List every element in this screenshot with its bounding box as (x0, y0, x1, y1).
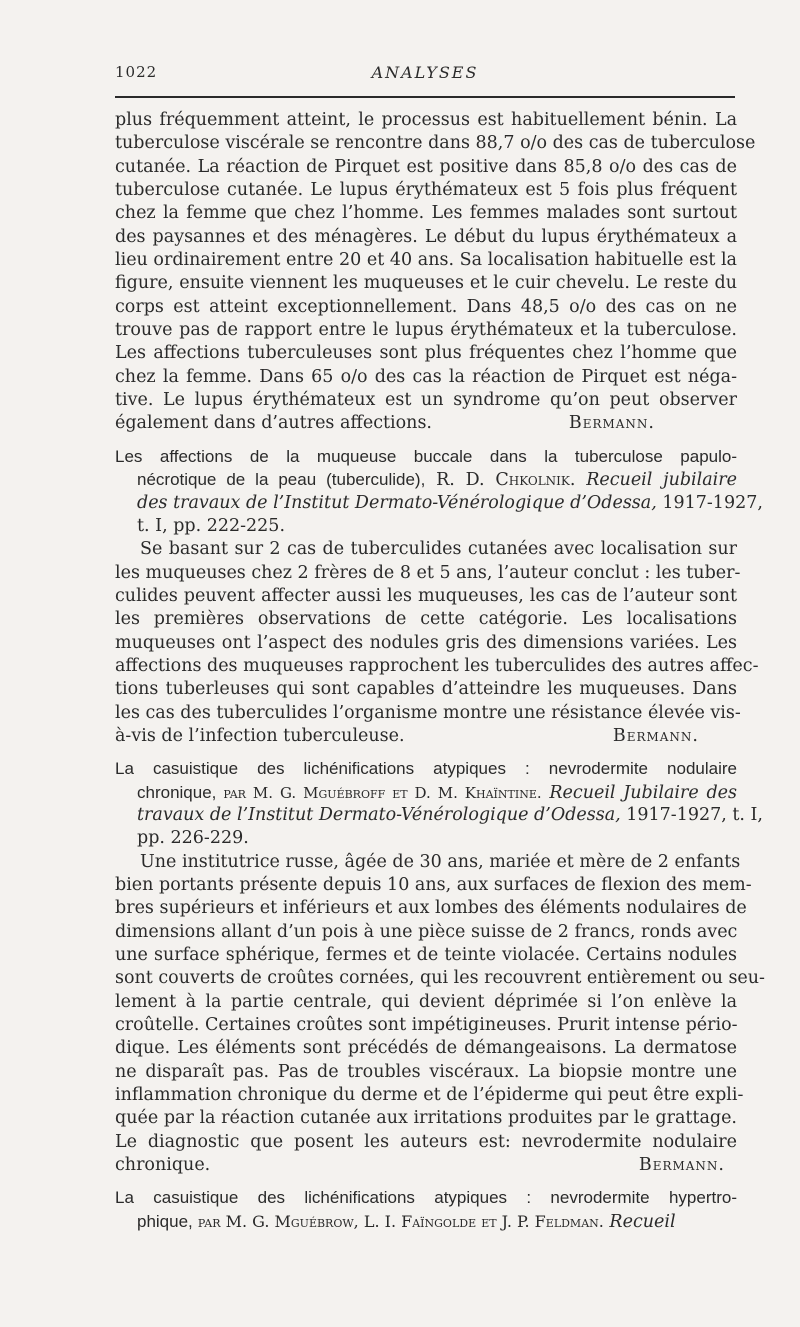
text-line: corps est atteint exceptionnellement. Dans 48,5 o/o des cas on ne (115, 296, 737, 317)
text-line: dimensions allant d’un pois à une pièce suisse de 2 francs, ronds avec (115, 921, 738, 942)
page-header (115, 63, 735, 85)
text-line: muqueuses ont l’aspect des nodules gris des dimensions variées. Les (115, 632, 737, 653)
text-line: à-vis de l’infection tuberculeuse. (115, 725, 405, 746)
text-line: lieu ordinairement entre 20 et 40 ans. Sa localisation habituelle est la (115, 250, 737, 271)
text-line: Les affections tuberculeuses sont plus fréquentes chez l’homme que (115, 343, 737, 364)
article-title-line (115, 781, 737, 804)
article-source: Recueil jubilaire (575, 470, 737, 491)
article-title-line (115, 757, 737, 780)
page-content (115, 109, 765, 1233)
article-title-line (115, 1186, 737, 1209)
article-author: par M. G. Mguébrow, L. I. Faïngolde et J. P. Feldman. (192, 1211, 604, 1231)
text-line: cutanée. La réaction de Pirquet est positive dans 85,8 o/o des cas de (115, 156, 737, 177)
article-source-line (115, 804, 763, 827)
article-source-line (115, 492, 763, 515)
article-title: chronique, (137, 782, 217, 802)
text-line: affections des muqueuses rapprochent les tuberculides des autres affec- (115, 655, 759, 676)
reviewer-signature: Bermann. (568, 413, 655, 434)
article-title-line (115, 1210, 737, 1233)
article-nevrodermite-nodulaire (115, 757, 765, 1177)
text-line: quée par la réaction cutanée aux irritations produites par le grattage. (115, 1108, 737, 1129)
article-pages: pp. 226-229. (137, 828, 249, 849)
text-line: tuberculose cutanée. Le lupus érythémateux est 5 fois plus fréquent (115, 180, 737, 201)
text-line: dique. Les éléments sont précédés de démangeaisons. La dermatose (115, 1038, 737, 1059)
article-nevrodermite-hypertrophique (115, 1186, 737, 1233)
article-title: Les affections de la muqueuse buccale dans la tuberculose papulo- (115, 446, 737, 466)
text-line: culides peuvent affecter aussi les muqueuses, les cas de l’auteur sont (115, 585, 737, 606)
text-line: chez la femme que chez l’homme. Les femmes malades sont surtout (115, 203, 737, 224)
text-line: des paysannes et des ménagères. Le début du lupus érythémateux a (115, 226, 737, 247)
text-line: inflammation chronique du derme et de l’épiderme qui peut être expli- (115, 1085, 744, 1106)
article-source: Recueil Jubilaire des (541, 782, 737, 803)
article-years: 1917-1927, t. I, (620, 804, 763, 825)
text-line: Se basant sur 2 cas de tuberculides cutanées avec localisation sur (140, 539, 737, 560)
article-source: Recueil (603, 1211, 676, 1232)
text-line: les premières observations de cette catégorie. Les localisations (115, 609, 737, 630)
signature-line (115, 725, 737, 748)
article-tuberculide (115, 445, 763, 748)
reviewer-signature: Bermann. (612, 725, 699, 746)
text-line: tions tuberleuses qui sont capables d’atteindre les muqueuses. Dans (115, 679, 737, 700)
article-author: R. D. Chkolnik. (425, 470, 576, 491)
text-line: Une institutrice russe, âgée de 30 ans, mariée et mère de 2 enfants (140, 851, 741, 872)
text-line: plus fréquemment atteint, le processus est habituellement bénin. La (115, 110, 737, 130)
signature-line (115, 1154, 737, 1177)
text-line: une surface sphérique, fermes et de teinte violacée. Certains nodules (115, 945, 737, 966)
text-line: ne disparaît pas. Pas de troubles viscéraux. La biopsie montre une (115, 1061, 737, 1082)
article-title: phique, (137, 1211, 193, 1231)
article-title: nécrotique de la peau (tuberculide), (137, 470, 426, 490)
article-title: La casuistique des lichénifications atypiques : nevrodermite hypertro- (115, 1188, 737, 1208)
article-source: travaux de l’Institut Dermato-Vénérologique d’Odessa, (137, 804, 621, 825)
text-line: chronique. (115, 1155, 211, 1176)
text-line: les muqueuses chez 2 frères de 8 et 5 ans, l’auteur conclut : les tuber- (115, 562, 741, 583)
text-line: bres supérieurs et inférieurs et aux lombes des éléments nodulaires de (115, 898, 747, 919)
text-line: les cas des tuberculides l’organisme montre une résistance élevée vis- (115, 702, 741, 723)
header-rule (115, 96, 735, 98)
article-title-line (115, 468, 737, 491)
page-number: 1022 (115, 63, 158, 81)
reviewer-signature: Bermann. (638, 1155, 725, 1176)
text-line: sont couverts de croûtes cornées, qui les recouvrent entièrement ou seu- (115, 968, 765, 989)
article-years: 1917-1927, (656, 492, 763, 513)
text-line: trouve pas de rapport entre le lupus érythémateux et la tuberculose. (115, 320, 737, 341)
text-line: Le diagnostic que posent les auteurs est: nevrodermite nodulaire (115, 1131, 737, 1152)
article-title: La casuistique des lichénifications atypiques : nevrodermite nodulaire (115, 759, 737, 779)
article-title-line (115, 445, 737, 468)
continued-paragraph (115, 109, 756, 436)
article-author: par M. G. Mguébroff et D. M. Khaïntine. (216, 783, 542, 802)
text-line: chez la femme. Dans 65 o/o des cas la réaction de Pirquet est néga- (115, 366, 737, 387)
article-source: des travaux de l’Institut Dermato-Vénérologique d’Odessa, (137, 492, 657, 513)
text-line: croûtelle. Certaines croûtes sont impétigineuses. Prurit intense pério- (115, 1015, 738, 1036)
text-line: bien portants présente depuis 10 ans, aux surfaces de flexion des mem- (115, 875, 752, 895)
text-line: lement à la partie centrale, qui devient déprimée si l’on enlève la (115, 991, 737, 1012)
running-head: ANALYSES (371, 63, 479, 82)
text-line: également dans d’autres affections. (115, 413, 432, 434)
text-line: figure, ensuite viennent les muqueuses et le cuir chevelu. Le reste du (115, 273, 737, 294)
signature-line (115, 412, 737, 435)
text-line: tuberculose viscérale se rencontre dans 88,7 o/o des cas de tuberculose (115, 133, 756, 154)
text-line: tive. Le lupus érythémateux est un syndrome qu’on peut observer (115, 390, 737, 411)
article-pages: t. I, pp. 222-225. (137, 515, 286, 536)
